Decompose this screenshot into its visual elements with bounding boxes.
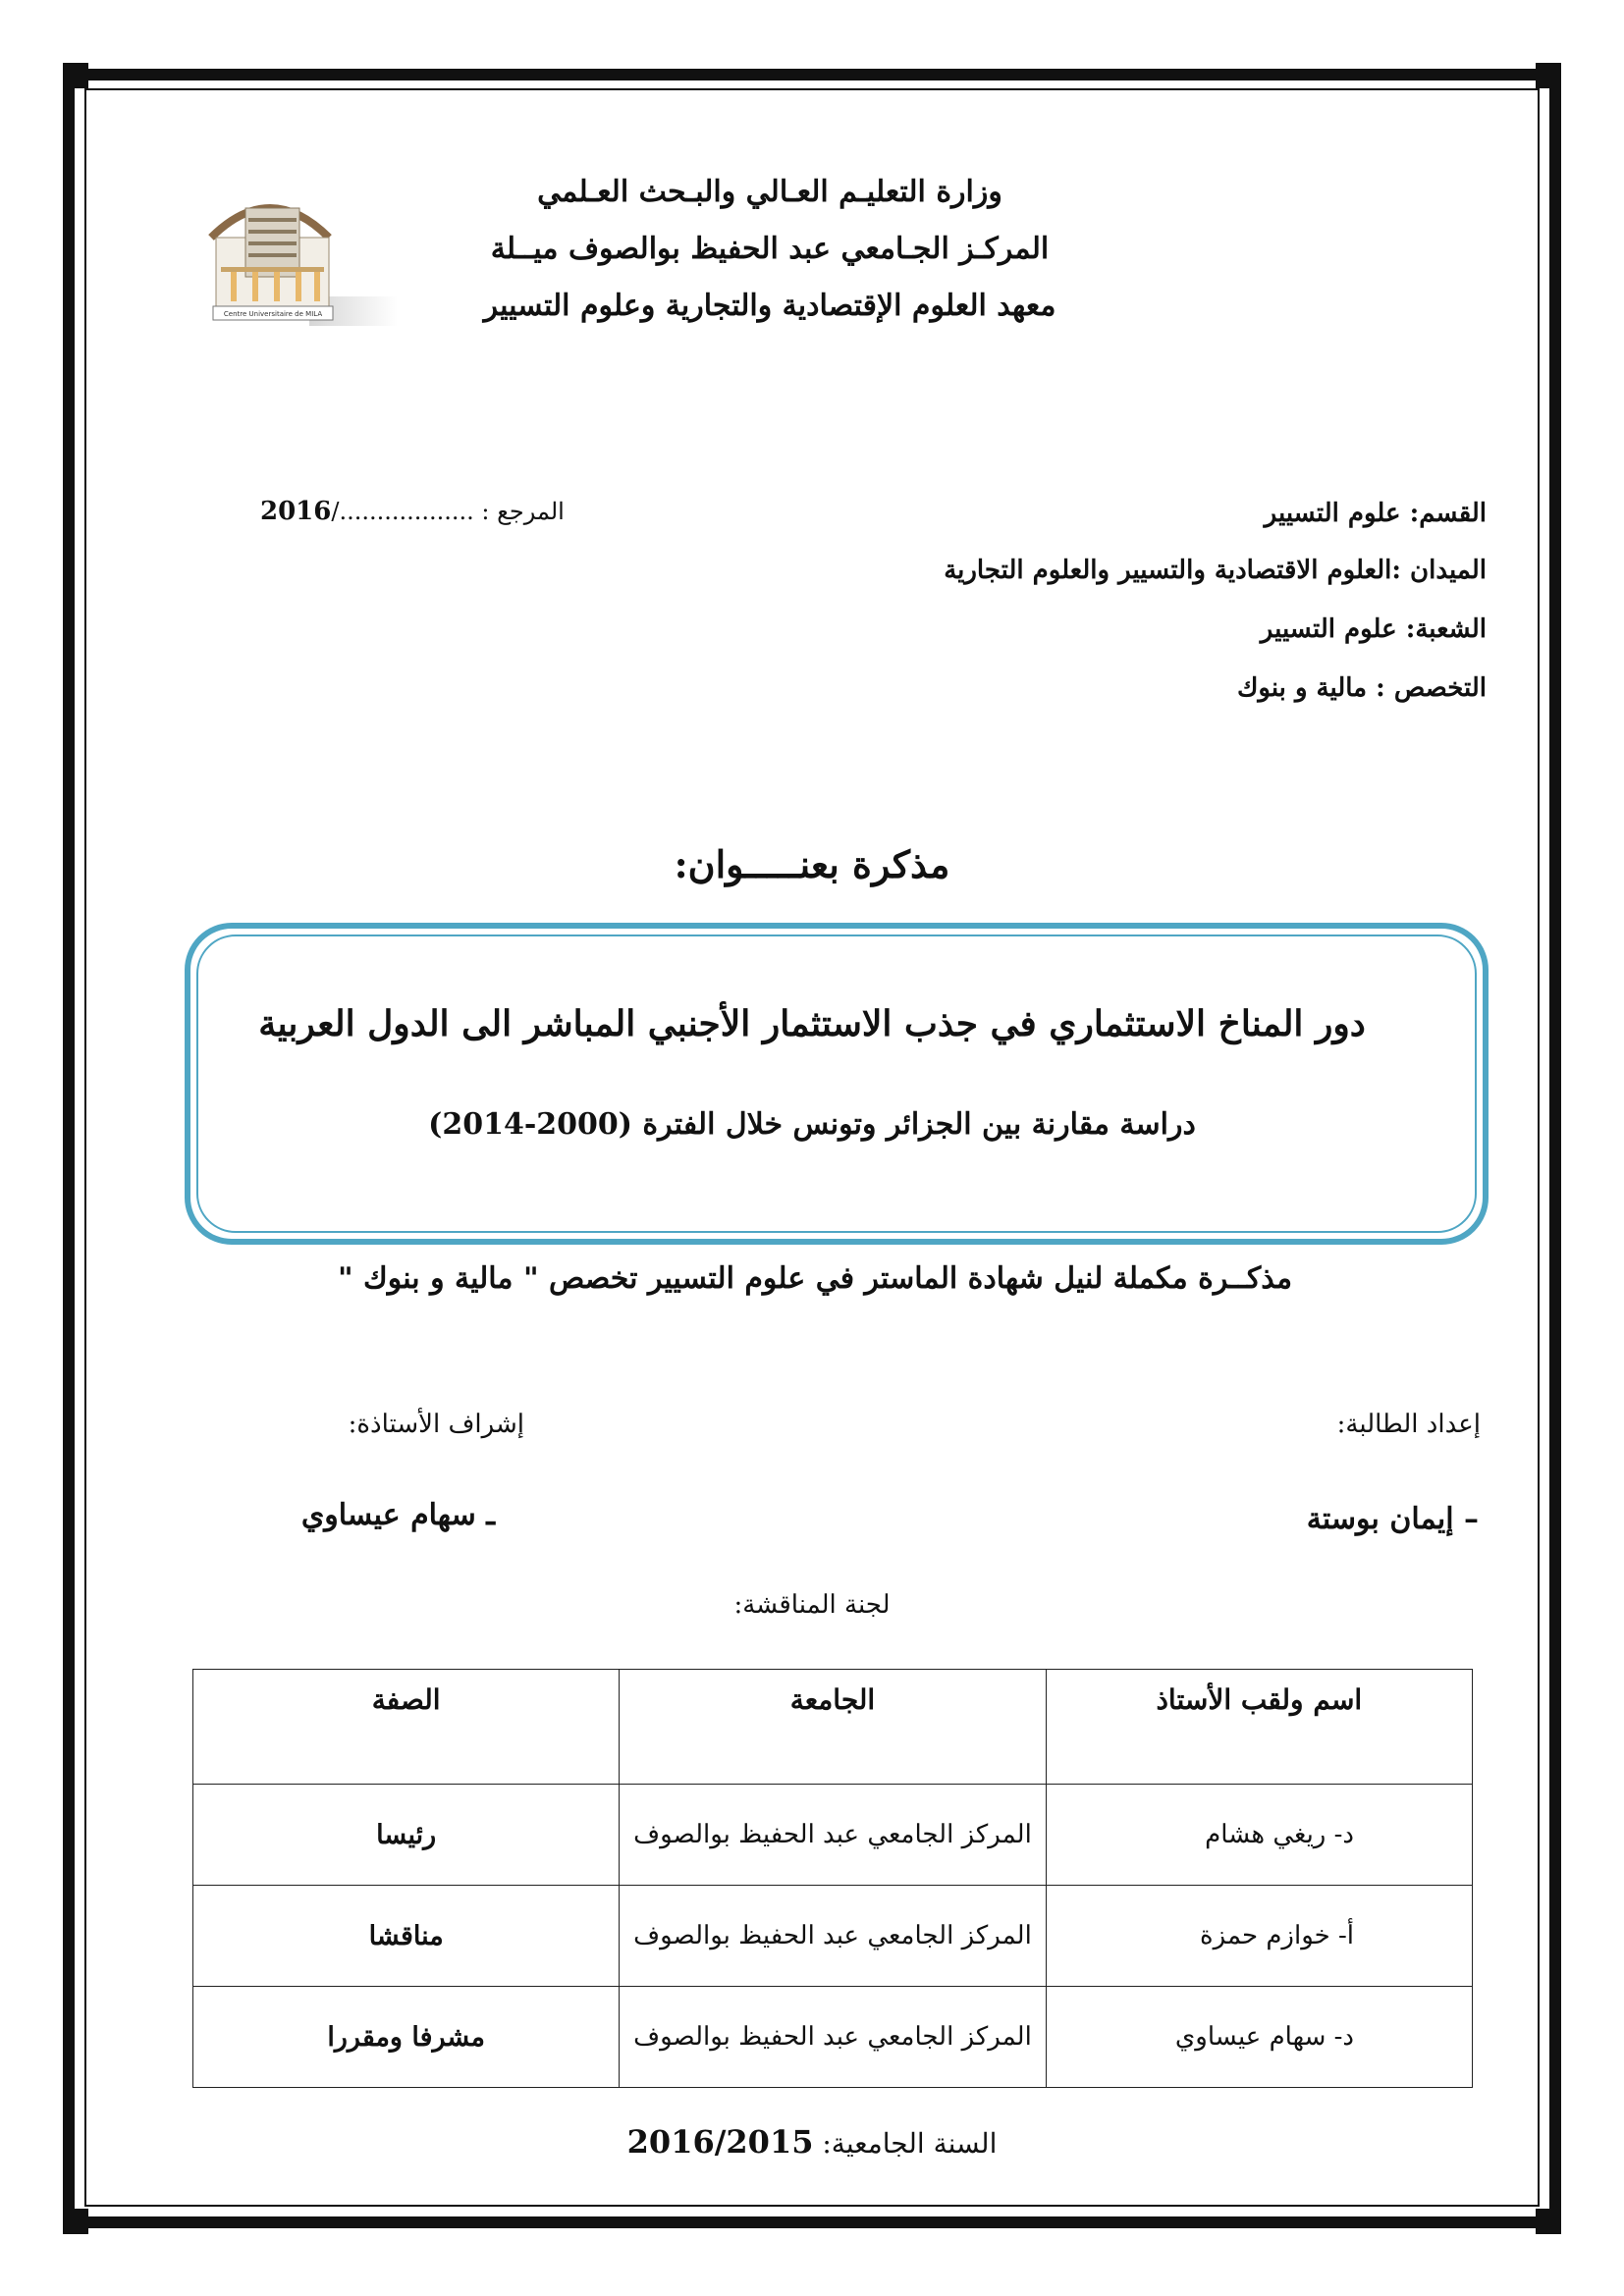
reference-label: المرجع : ................../	[331, 498, 565, 525]
thesis-subtitle: دراسة مقارنة بين الجزائر وتونس خلال الفترة (2000-2014)	[428, 1107, 1196, 1142]
university: المركز الجامعي عبد الحفيظ بوالصوف	[620, 1987, 1046, 2088]
institute-name: معهد العلوم الإقتصادية والتجارية وعلوم التسيير	[483, 289, 1056, 323]
academic-year	[0, 2123, 1624, 2161]
logo-caption: Centre Universitaire de MILA	[223, 310, 323, 318]
role: مشرفا ومقررا	[193, 1987, 620, 2088]
column-header-name: اسم ولقب الأستاذ	[1046, 1670, 1472, 1785]
ministry-name: وزارة التعليـم العـالي والبـحث العـلمي	[537, 175, 1002, 209]
thesis-title: دور المناخ الاستثماري في جذب الاستثمار الأجنبي المباشر الى الدول العربية	[258, 1003, 1366, 1044]
column-header-university: الجامعة	[620, 1670, 1046, 1785]
committee-table	[192, 1669, 1473, 2088]
committee-label: لجنة المناقشة:	[733, 1590, 891, 1620]
branch: الشعبة: علوم التسيير	[1260, 614, 1487, 644]
university-center-name: المركـز الجـامعي عبد الحفيظ بوالصوف ميــلة	[490, 232, 1050, 266]
title-frame-inner	[196, 934, 1477, 1233]
student-name: – إيمان بوستة	[1306, 1502, 1479, 1536]
professor-name: د- ريغي هشام	[1046, 1785, 1472, 1886]
university: المركز الجامعي عبد الحفيظ بوالصوف	[620, 1886, 1046, 1987]
university-logo	[191, 169, 398, 346]
reference-number	[260, 497, 565, 526]
column-header-role: الصفة	[193, 1670, 620, 1785]
professor-name: د- سهام عيساوي	[1046, 1987, 1472, 2088]
table-row	[193, 1785, 1473, 1886]
department: القسم: علوم التسيير	[1264, 499, 1487, 528]
table-header-row	[193, 1670, 1473, 1785]
reference-year: 2016	[260, 497, 332, 526]
specialty: التخصص : مالية و بنوك	[1236, 673, 1487, 703]
role: رئيسا	[193, 1785, 620, 1886]
academic-year-value: 2016/2015	[626, 2123, 814, 2161]
degree-statement: مذكــرة مكملة لنيل شهادة الماستر في علوم التسيير تخصص " مالية و بنوك "	[337, 1261, 1293, 1296]
student-label: إعداد الطالبة:	[1336, 1410, 1481, 1439]
supervisor-name: ـ سهام عيساوي	[300, 1498, 495, 1532]
field: الميدان :العلوم الاقتصادية والتسيير والعلوم التجارية	[944, 556, 1487, 585]
memo-heading: مذكرة بعنـــــوان:	[674, 842, 950, 886]
role: مناقشا	[193, 1886, 620, 1987]
supervisor-label: إشراف الأستاذة:	[348, 1410, 524, 1439]
professor-name: أ- خوازم حمزة	[1046, 1886, 1472, 1987]
university: المركز الجامعي عبد الحفيظ بوالصوف	[620, 1785, 1046, 1886]
table-row	[193, 1987, 1473, 2088]
table-row	[193, 1886, 1473, 1987]
academic-year-label: السنة الجامعية:	[822, 2127, 998, 2160]
